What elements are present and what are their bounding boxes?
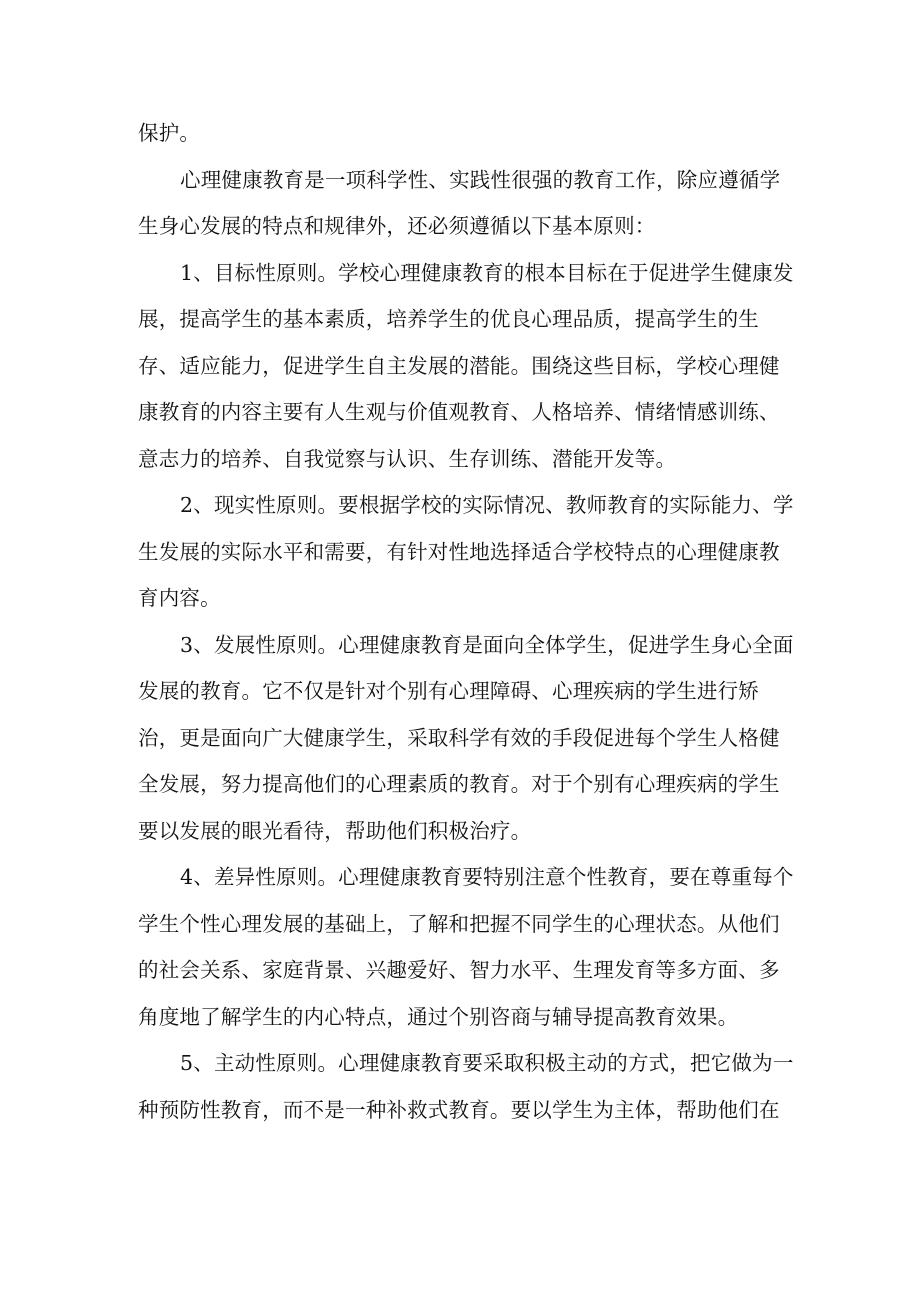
text-line: 育内容。: [138, 586, 221, 610]
text-line: 发展的教育。它不仅是针对个别有心理障碍、心理疾病的学生进行矫: [138, 679, 759, 703]
paragraph-continuation: [138, 110, 778, 157]
paragraph-principle-3: [138, 622, 794, 855]
text-line: 生身心发展的特点和规律外，还必须遵循以下基本原则：: [138, 214, 656, 238]
text-line: 生发展的实际水平和需要，有针对性地选择适合学校特点的心理健康教: [138, 539, 780, 564]
text-line: 4、差异性原则。心理健康教育要特别注意个性教育，要在尊重每个: [180, 865, 794, 889]
text-line: 1、目标性原则。学校心理健康教育的根本目标在于促进学生健康发: [180, 260, 794, 285]
text-line: 全发展，努力提高他们的心理素质的教育。对于个别有心理疾病的学生: [138, 772, 780, 796]
paragraph-intro: [138, 157, 781, 250]
paragraph-principle-5: [138, 1040, 794, 1133]
text-line: 的社会关系、家庭背景、兴趣爱好、智力水平、生理发育等多方面、多: [138, 958, 780, 982]
text-line: 种预防性教育，而不是一种补救式教育。要以学生为主体，帮助他们在: [138, 1097, 780, 1122]
text-line: 学生个性心理发展的基础上，了解和把握不同学生的心理状态。从他们: [138, 911, 780, 936]
text-line: 康教育的内容主要有人生观与价值观教育、人格培养、情绪情感训练、: [138, 400, 780, 424]
text-line: 5、主动性原则。心理健康教育要采取积极主动的方式，把它做为一: [180, 1051, 794, 1075]
text-line: 意志力的培养、自我觉察与认识、生存训练、潜能开发等。: [138, 446, 677, 471]
paragraph-principle-4: [138, 854, 794, 1040]
paragraph-principle-1: [138, 250, 794, 483]
text-line: 2、现实性原则。要根据学校的实际情况、教师教育的实际能力、学: [180, 493, 794, 517]
text-line: 角度地了解学生的内心特点，通过个别咨商与辅导提高教育效果。: [138, 1004, 739, 1029]
text-line: 治，更是面向广大健康学生，采取科学有效的手段促进每个学生人格健: [138, 725, 780, 750]
text-line: 存、适应能力，促进学生自主发展的潜能。围绕这些目标，学校心理健: [138, 353, 780, 378]
paragraph-principle-2: [138, 482, 794, 622]
text-line: 保护。: [138, 121, 201, 145]
text-line: 展，提高学生的基本素质，培养学生的优良心理品质，提高学生的生: [138, 307, 759, 331]
text-line: 3、发展性原则。心理健康教育是面向全体学生，促进学生身心全面: [180, 632, 794, 657]
text-line: 心理健康教育是一项科学性、实践性很强的教育工作，除应遵循学: [180, 167, 781, 192]
document-page: [138, 110, 794, 1133]
text-line: 要以发展的眼光看待，帮助他们积极治疗。: [138, 818, 532, 843]
